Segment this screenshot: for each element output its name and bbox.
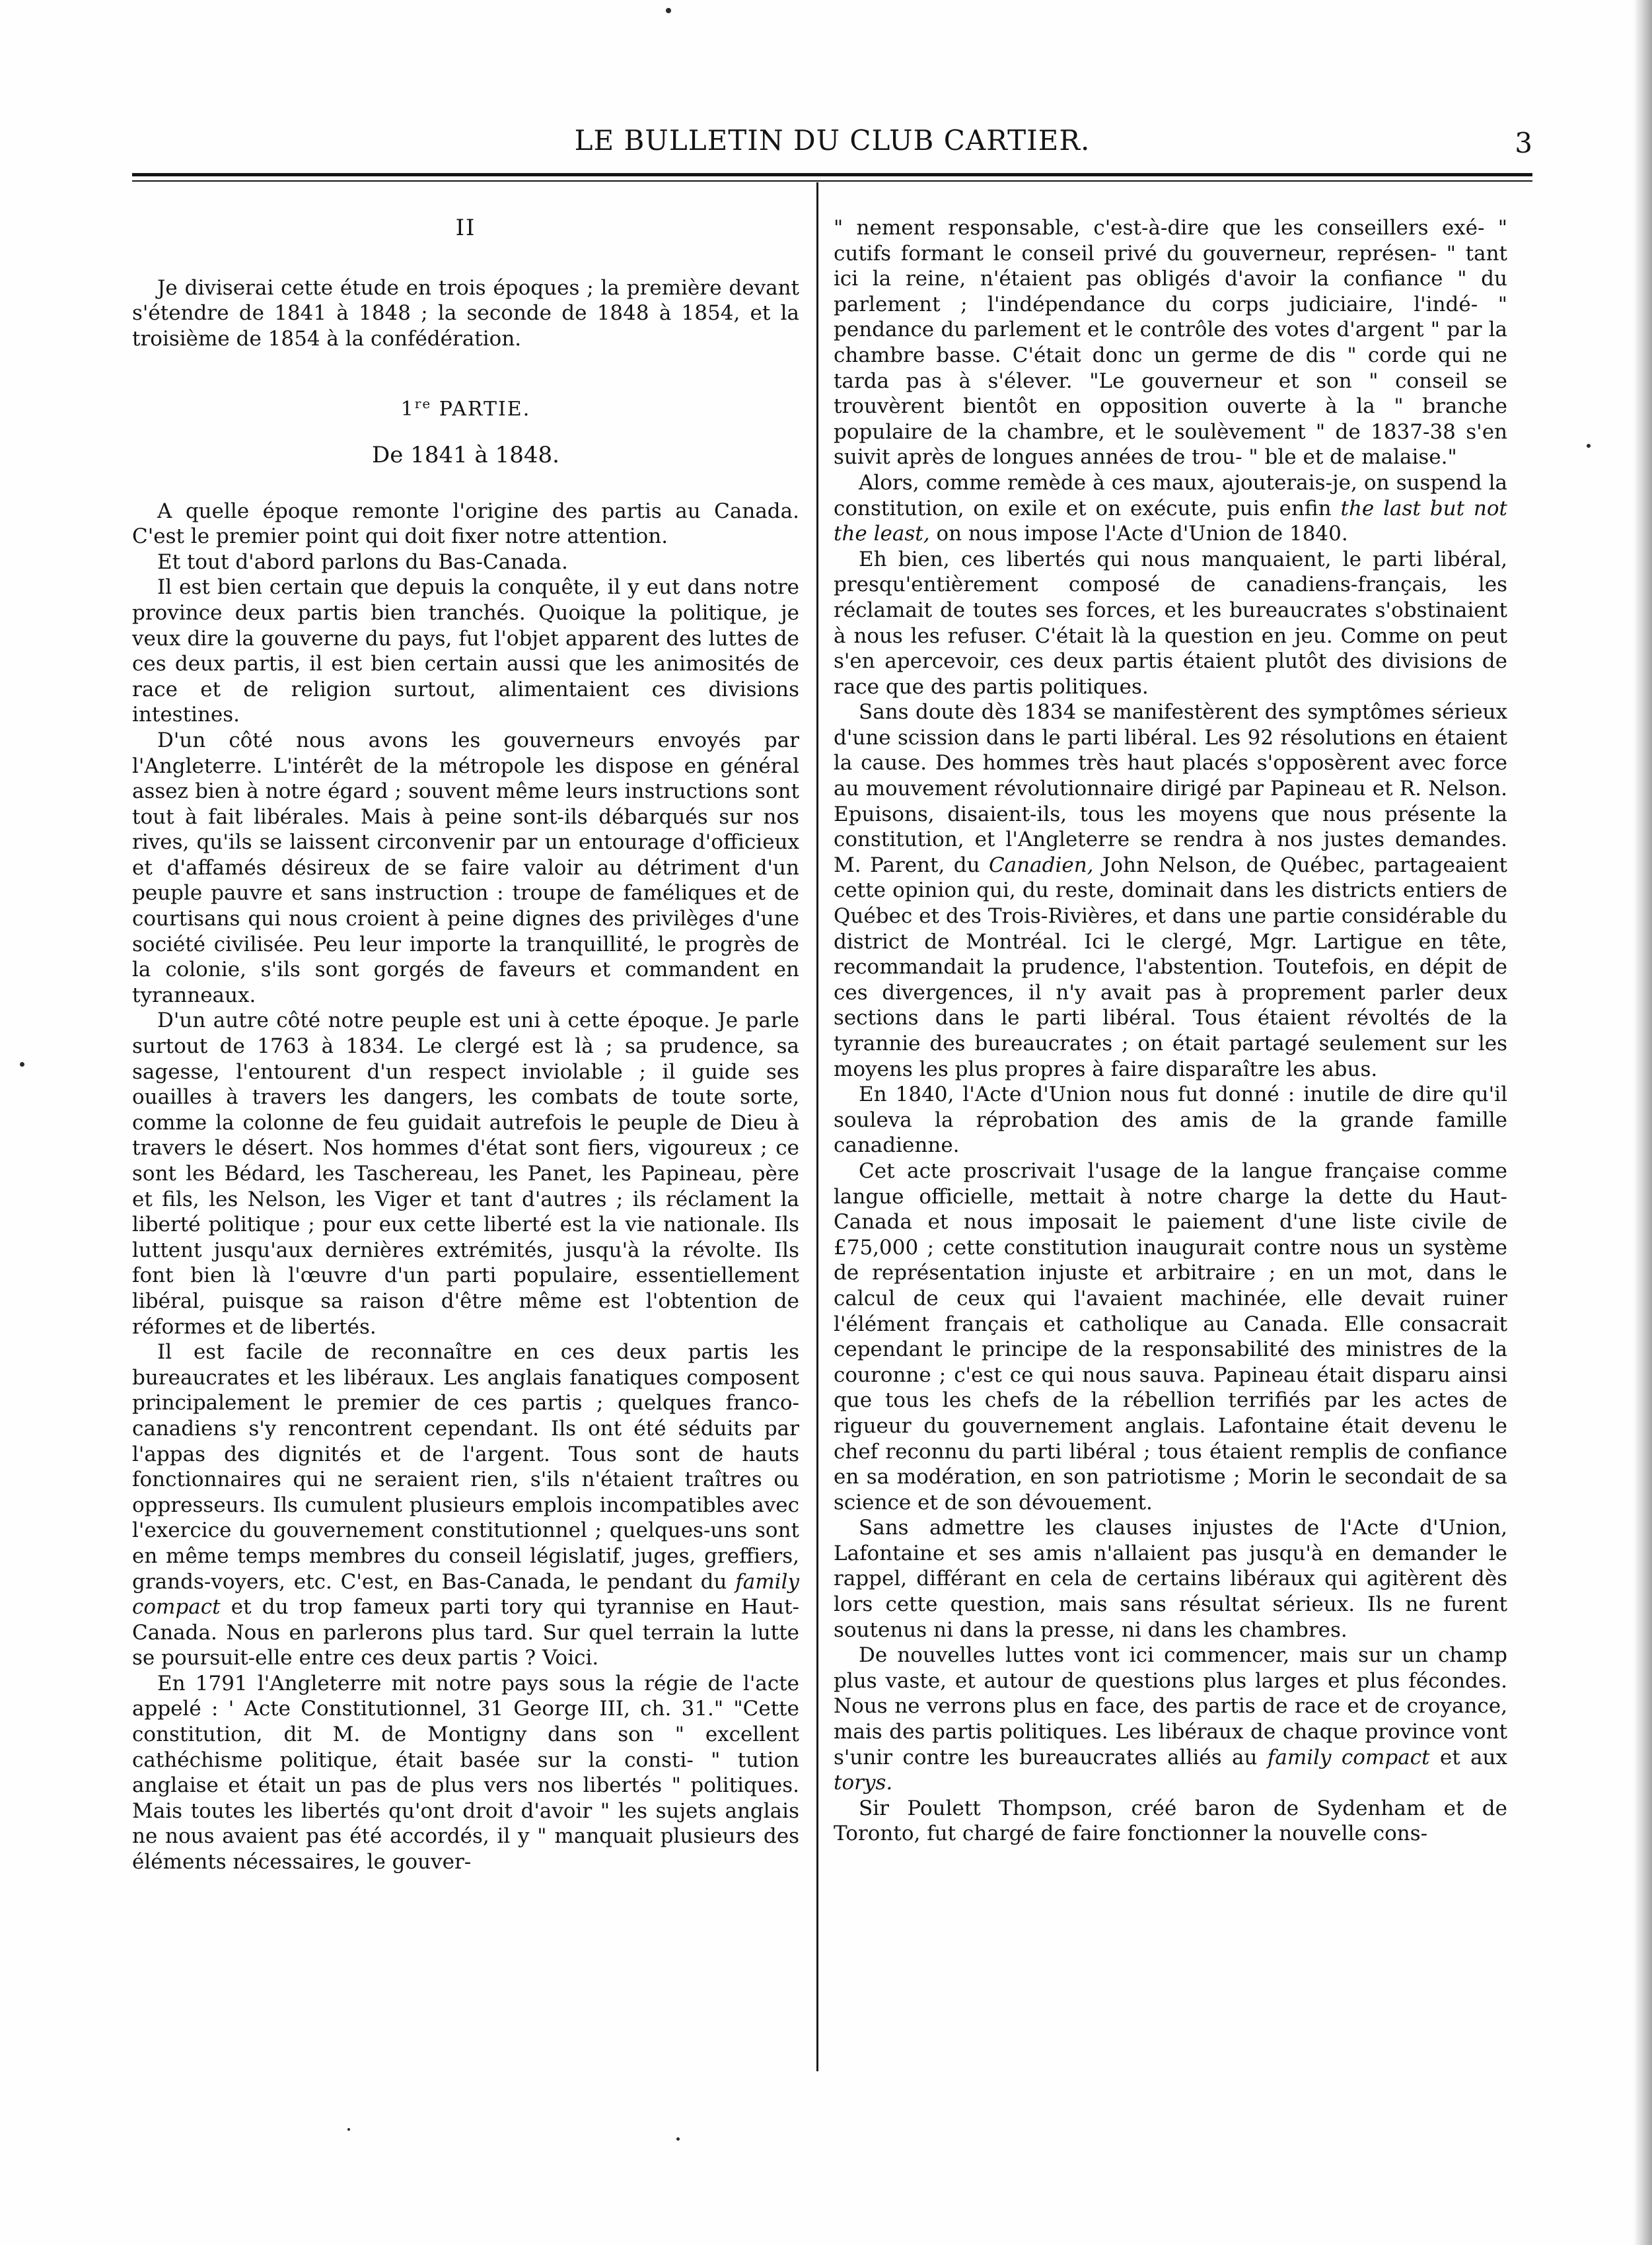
italic-phrase: family compact xyxy=(1267,1745,1430,1769)
paragraph xyxy=(834,699,1507,1082)
text-run: Il est facile de reconnaître en ces deux partis les bureaucrates et les libéraux. Les anglais fanatiques composent principalement le premier de ces partis ; quelques franco-canadiens s'y rencontrent cependant. Ils ont été séduits par l'appas des dignités et de l'argent. Tous sont de hauts fonctionnaires qui ne seraient rien, s'ils n'étaient traîtres ou oppresseurs. Ils cumulent plusieurs emplois incompatibles avec l'exercice du gouvernement constitutionnel ; quelques-uns sont en même temps membres du conseil législatif, juges, greffiers, grands-voyers, etc. C'est, en Bas-Canada, le pendant du xyxy=(132,1340,799,1594)
scan-speck xyxy=(20,1062,24,1067)
scan-speck xyxy=(666,8,671,13)
paragraph: Cet acte proscrivait l'usage de la langue française comme langue officielle, mettait à notre charge la dette du Haut-Canada et nous imposait le paiement d'une liste civile de £75,000 ; cette constitution inaugurait contre nous un système de représentation injuste et arbitraire ; en un mot, dans le calcul de ceux qui l'avaient machinée, elle devait ruiner l'élément français et catholique au Canada. Elle consacrait cependant le principe de la responsabilité des ministres de la couronne ; c'est ce qui nous sauva. Papineau était disparu ainsi que tous les chefs de la rébellion terrifiés par les actes de rigueur du gouvernement anglais. Lafontaine était devenu le chef reconnu du parti libéral ; tous étaient remplis de confiance en sa modération, en son patriotisme ; Morin le secondait de sa science et de son dévouement. xyxy=(834,1158,1507,1514)
scan-speck xyxy=(1587,444,1591,448)
page-binding-shadow xyxy=(1634,0,1652,2245)
paragraph: D'un côté nous avons les gouverneurs envoyés par l'Angleterre. L'intérêt de la métropole les dispose en général assez bien à notre égard ; souvent même leurs instructions sont tout à fait libérales. Mais à peine sont-ils débarqués sur nos rives, qu'ils se laissent circonvenir par un entourage d'officieux et d'affamés désireux de se faire valoir au détriment d'un peuple pauvre et sans instruction : troupe de faméliques et de courtisans qui nous croient à peine dignes des privilèges d'une société civilisée. Peu leur importe la tranquillité, le progrès de la colonie, s'ils sont gorgés de faveurs et commandent en tyranneaux. xyxy=(132,728,799,1007)
italic-phrase: Canadien, xyxy=(988,853,1094,877)
text-run: on nous impose l'Acte d'Union de 1840. xyxy=(929,522,1348,546)
paragraph xyxy=(834,470,1507,547)
paragraph: Sans admettre les clauses injustes de l'Acte d'Union, Lafontaine et ses amis n'allaient pas jusqu'à en demander le rappel, différant en cela de certains libéraux qui agitèrent dès lors cette question, mais sans résultat sérieux. Ils ne furent soutenus ni dans la presse, ni dans les chambres. xyxy=(834,1516,1507,1642)
paragraph: Il est bien certain que depuis la conquête, il y eut dans notre province deux partis bien tranchés. Quoique la politique, je veux dire la gouverne du pays, fut l'objet apparent des luttes de ces deux partis, il est bien certain aussi que les animosités de race et de religion surtout, alimentaient ces divisions intestines. xyxy=(132,575,799,727)
paragraph xyxy=(132,1339,799,1671)
paragraph: A quelle époque remonte l'origine des partis au Canada. C'est le premier point qui doit fixer notre attention. xyxy=(132,499,799,549)
paragraph xyxy=(834,1643,1507,1796)
text-run: De nouvelles luttes vont ici commencer, mais sur un champ plus vaste, et autour de questions plus larges et plus fécondes. Nous ne verrons plus en face, des partis de race et de croyance, mais des partis politiques. Les libéraux de chaque province vont s'unir contre les bureaucrates alliés au xyxy=(834,1643,1507,1769)
text-run: et aux xyxy=(1429,1745,1507,1769)
part-number-suffix: re xyxy=(414,396,432,412)
paragraph: En 1791 l'Angleterre mit notre pays sous la régie de l'acte appelé : ' Acte Constitutionnel, 31 George III, ch. 31." "Cette constitution, dit M. de Montigny dans son " excellent cathéchisme politique, était basée sur la consti- " tution anglaise et était un pas de plus vers nos libertés " politiques. Mais toutes les libertés qu'ont droit d'avoir " les sujets anglais ne nous avaient pas été accordés, il y " manquait plusieurs des éléments nécessaires, le gouver- xyxy=(132,1671,799,1874)
page-header xyxy=(132,119,1532,165)
section-number: II xyxy=(455,215,476,241)
italic-phrase: the last but not the least, xyxy=(834,496,1507,546)
text-run: et du trop fameux parti tory qui tyrannise en Haut-Canada. Nous en parlerons plus tard. Sur quel terrain la lutte se poursuit-elle entre ces deux partis ? Voici. xyxy=(132,1595,799,1670)
part-title xyxy=(132,391,799,423)
paragraph: Et tout d'abord parlons du Bas-Canada. xyxy=(157,550,568,574)
paragraph: En 1840, l'Acte d'Union nous fut donné : inutile de dire qu'il souleva la réprobation des amis de la grande famille canadienne. xyxy=(834,1083,1507,1158)
paragraph: Sir Poulett Thompson, créé baron de Sydenham et de Toronto, fut chargé de faire fonctionner la nouvelle cons- xyxy=(834,1796,1507,1846)
header-rule-thin xyxy=(132,180,1532,182)
text-run: Alors, comme remède à ces maux, ajouterais-je, on suspend la constitution, on exile et on exécute, puis enfin xyxy=(834,470,1507,520)
italic-phrase: family compact xyxy=(132,1569,799,1620)
running-head: LE BULLETIN DU CLUB CARTIER. xyxy=(574,124,1091,157)
intro-paragraph: Je diviserai cette étude en trois époques ; la première devant s'étendre de 1841 à 1848 ; la seconde de 1848 à 1854, et la troisième de 1854 à la confédération. xyxy=(132,275,799,351)
scan-speck xyxy=(676,2137,680,2141)
right-column xyxy=(834,215,1507,1847)
italic-phrase: torys. xyxy=(834,1771,893,1795)
part-number: 1 xyxy=(400,398,415,421)
scan-speck xyxy=(347,2128,350,2131)
header-rule-thick xyxy=(132,173,1532,176)
part-subtitle: De 1841 à 1848. xyxy=(372,441,559,468)
page-number: 3 xyxy=(1515,127,1532,159)
column-divider xyxy=(816,182,818,2071)
left-column xyxy=(132,198,799,1875)
paragraph: Eh bien, ces libertés qui nous manquaient, le parti libéral, presqu'entièrement composé de canadiens-français, les réclamait de toutes ses forces, et les bureaucrates s'obstinaient à nous les refuser. C'était là la question en jeu. Comme on peut s'en apercevoir, ces deux partis étaient plutôt des divisions de race que des partis politiques. xyxy=(834,547,1507,699)
quotation-continued: " nement responsable, c'est-à-dire que les conseillers exé- " cutifs formant le conseil privé du gouverneur, représen- " tant ici la reine, n'étaient pas obligés d'avoir la confiance " du parlement ; l'indépendance du corps judiciaire, l'indé- " pendance du parlement et le contrôle des votes d'argent " par la chambre basse. C'était donc un germe de dis " corde qui ne tarda pas à s'élever. "Le gouverneur et son " conseil se trouvèrent bientôt en opposition ouverte à la " branche populaire de la chambre, et le soulèvement " de 1837-38 s'en suivit après de longues années de trou- " ble et de malaise." xyxy=(834,216,1507,470)
paragraph: D'un autre côté notre peuple est uni à cette époque. Je parle surtout de 1763 à 1834. Le clergé est là ; sa prudence, sa sagesse, l'entourent d'un respect inviolable ; il guide ses ouailles à travers les dangers, les combats de toute sorte, comme la colonne de feu guidait autrefois le peuple de Dieu à travers le désert. Nos hommes d'état sont fiers, vigoureux ; ce sont les Bédard, les Taschereau, les Panet, les Papineau, père et fils, les Nelson, les Viger et tant d'autres ; ils réclament la liberté politique ; pour eux cette liberté est la vie nationale. Ils luttent jusqu'aux dernières extrémités, jusqu'à la révolte. Ils font bien là l'œuvre d'un parti populaire, essentiellement libéral, puisque sa raison d'être même est l'obtention de réformes et de libertés. xyxy=(132,1009,799,1339)
part-label: PARTIE. xyxy=(431,398,531,421)
text-run: John Nelson, de Québec, partageaient cette opinion qui, du reste, dominait dans les districts entiers de Québec et des Trois-Rivières, et dans une partie considérable du district de Montréal. Ici le clergé, Mgr. Lartigue en tête, recommandait la prudence, l'abstention. Toutefois, en dépit de ces divergences, il n'y avait pas à proprement parler deux sections dans le parti libéral. Tous étaient révoltés de la tyrannie des bureaucrates ; on était partagé seulement sur les moyens les plus propres à faire disparaître les abus. xyxy=(834,853,1507,1081)
text-run: Sans doute dès 1834 se manifestèrent des symptômes sérieux d'une scission dans le parti libéral. Les 92 résolutions en étaient la cause. Des hommes très haut placés s'opposèrent avec force au mouvement révolutionnaire dirigé par Papineau et R. Nelson. Epuisons, disaient-ils, tous les moyens que nous présente la constitution, et l'Angleterre se rendra à nos justes demandes. M. Parent, du xyxy=(834,700,1507,877)
